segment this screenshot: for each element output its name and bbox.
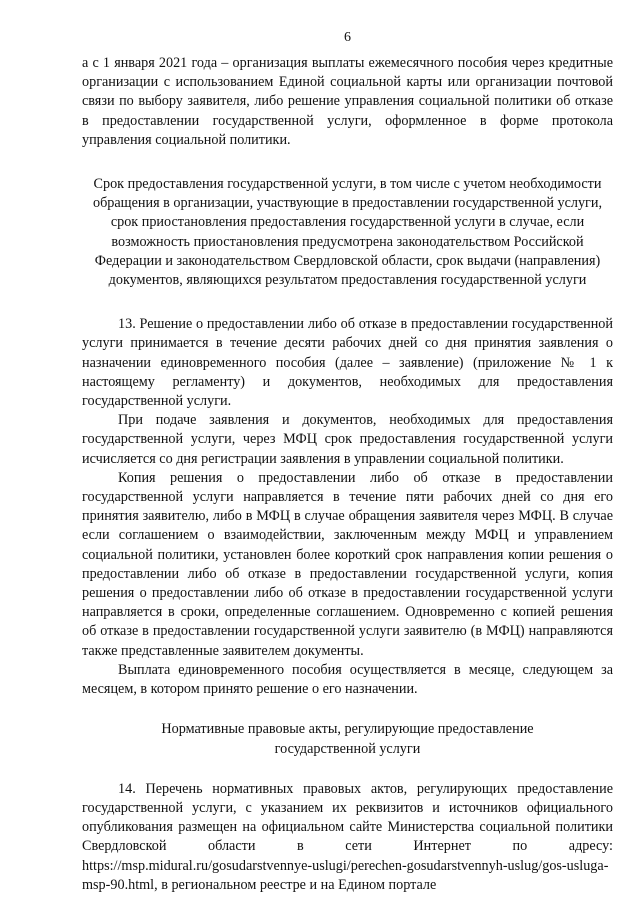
- section-heading-acts: Нормативные правовые акты, регулирующие предоставление государственной услуги: [161, 721, 534, 757]
- paragraph-14: 14. Перечень нормативных правовых актов, регулирующих предоставление государственной услуги, с указанием их реквизитов и источников официального опубликования размещен на официальном сайте Министерства социальной политики Свердловской области в сети Интернет по адресу: https://msp.midural.ru/gosudarstvennye-uslugi/perechen-gosudarstvennyh-uslug/gos-usluga-msp-90.html, в региональном реестре и на Едином портале: [82, 780, 613, 893]
- spacer: [82, 150, 613, 175]
- spacer: [82, 290, 613, 315]
- paragraph-mfc-term: При подаче заявления и документов, необходимых для предоставления государственной услуги, через МФЦ срок предоставления государственной услуги исчисляется со дня регистрации заявления в управлении социальной политики.: [82, 412, 613, 467]
- section-heading-term: Срок предоставления государственной услуги, в том числе с учетом необходимости обращения в организации, участвующие в предоставлении государственной услуги, срок приостановления предоставления государственной услуги в случае, если возможность приостановления предусмотрена законодательством Российской Федерации и законодательством Свердловской области, срок выдачи (направления) документов, являющихся результатом предоставления государственной услуги: [92, 176, 603, 289]
- spacer: [82, 699, 613, 720]
- paragraph-payment: Выплата единовременного пособия осуществляется в месяце, следующем за месяцем, в котором принято решение о его назначении.: [82, 661, 613, 698]
- page-number: 6: [344, 30, 351, 45]
- paragraph-decision-copy: Копия решения о предоставлении либо об отказе в предоставлении государственной услуги направляется в течение пяти рабочих дней со дня его принятия заявителю, либо в МФЦ в случае обращения заявителя через МФЦ. В случае если соглашением о взаимодействии, заключенным между МФЦ и управлением социальной политики, установлен более короткий срок направления копии решения о предоставлении либо об отказе в предоставлении государственной услуги, копия решения о предоставлении либо об отказе в предоставлении государственной услуги направляется в сроки, определенные соглашением. Одновременно с копией решения об отказе в предоставлении государственной услуги заявителю (в МФЦ) направляются также представленные заявителем документы.: [82, 469, 613, 659]
- intro-paragraph: а с 1 января 2021 года – организация выплаты ежемесячного пособия через кредитные организации с использованием Единой социальной карты или организации почтовой связи по выбору заявителя, либо решение управления социальной политики об отказе в предоставлении государственной услуги, оформленное в форме протокола управления социальной политики.: [82, 55, 613, 148]
- paragraph-13: 13. Решение о предоставлении либо об отказе в предоставлении государственной услуги принимается в течение десяти рабочих дней со дня принятия заявления о назначении единовременного пособия (далее – заявление) (приложение № 1 к настоящему регламенту) и документов, необходимых для предоставления государственной услуги.: [82, 316, 613, 410]
- spacer: [82, 759, 613, 780]
- document-page: [82, 28, 613, 895]
